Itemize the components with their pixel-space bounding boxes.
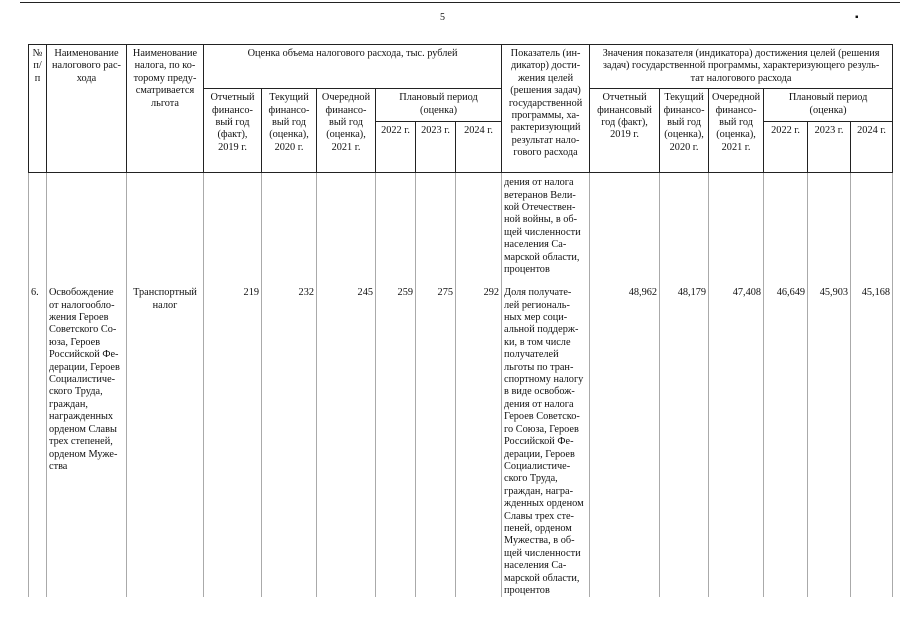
header-est-current-year: Текущий финансо- вый год (оценка), 2020 г.: [262, 89, 317, 173]
header-values-group: Значения показателя (индикатора) достижения целей (решения задач) государственной программы, характеризующего резуль- тат налогового расхода: [590, 45, 893, 89]
header-val-2022: 2022 г.: [764, 122, 808, 173]
row-est-2024: 292: [456, 285, 502, 597]
tax-expense-table: [28, 44, 893, 597]
header-est-report-year: Отчетный финансо- вый год (факт), 2019 г.: [204, 89, 262, 173]
header-val-report-year: Отчетный финансовый год (факт), 2019 г.: [590, 89, 660, 173]
row-number: 6.: [29, 285, 47, 597]
header-val-2024: 2024 г.: [851, 122, 893, 173]
header-tax-name: Наименование налога, по ко- торому преду- сматривается льгота: [127, 45, 204, 173]
header-val-current-year: Текущий финансо- вый год (оценка), 2020 г.: [660, 89, 709, 173]
row-val-2024: 45,168: [851, 285, 893, 597]
header-est-2024: 2024 г.: [456, 122, 502, 173]
header-estimate-group: Оценка объема налогового расхода, тыс. рублей: [204, 45, 502, 89]
row-est-2019: 219: [204, 285, 262, 597]
row-val-2021: 47,408: [709, 285, 764, 597]
table-row: [29, 285, 893, 597]
row-tax-name: Транспортный налог: [127, 285, 204, 597]
corner-mark: ▪: [855, 12, 859, 23]
row-est-2021: 245: [317, 285, 376, 597]
header-val-plan-period: Плановый период (оценка): [764, 89, 893, 122]
header-est-2023: 2023 г.: [416, 122, 456, 173]
header-est-2022: 2022 г.: [376, 122, 416, 173]
row-val-2020: 48,179: [660, 285, 709, 597]
row-indicator: Доля получате- лей региональ- ных мер соци- альной поддерж- ки, в том числе получателей льготы по тран- спортному налогу в виде освобож- дения от налога Героев Советско- го Союза, Героев Российской Фе- дерации, Героев Социалистиче- ского Труда, граждан, награ- жденных орденом Славы трех сте- пеней, орденом Мужества, в об- щей численности населения Са- марской области, процентов: [502, 285, 590, 597]
page-number: 5: [440, 12, 445, 23]
row-val-2019: 48,962: [590, 285, 660, 597]
row-val-2022: 46,649: [764, 285, 808, 597]
header-expense-name: Наименование налогового рас- хода: [47, 45, 127, 173]
header-indicator: Показатель (ин- дикатор) дости- жения целей (решения задач) государственной программы, ха- рактеризующий результат нало- гового расхода: [502, 45, 590, 173]
header-val-2023: 2023 г.: [808, 122, 851, 173]
header-est-next-year: Очередной финансо- вый год (оценка), 2021 г.: [317, 89, 376, 173]
header-no: № п/п: [29, 45, 47, 173]
row-expense-name: Освобождение от налогообло- жения Героев Советского Со- юза, Героев Российской Фе- дерации, Героев Социалистиче- ского Труда, граждан, награжденных орденом Славы трех степеней, орденом Муже- ства: [47, 285, 127, 597]
header-est-plan-period: Плановый период (оценка): [376, 89, 502, 122]
row-est-2020: 232: [262, 285, 317, 597]
table-row: [29, 173, 893, 286]
top-rule: [20, 2, 900, 3]
header-val-next-year: Очередной финансо- вый год (оценка), 2021 г.: [709, 89, 764, 173]
row-est-2022: 259: [376, 285, 416, 597]
row-val-2023: 45,903: [808, 285, 851, 597]
row-est-2023: 275: [416, 285, 456, 597]
continuation-indicator: дения от налога ветеранов Вели- кой Отечествен- ной войны, в об- щей численности населения Са- марской области, процентов: [502, 173, 590, 286]
